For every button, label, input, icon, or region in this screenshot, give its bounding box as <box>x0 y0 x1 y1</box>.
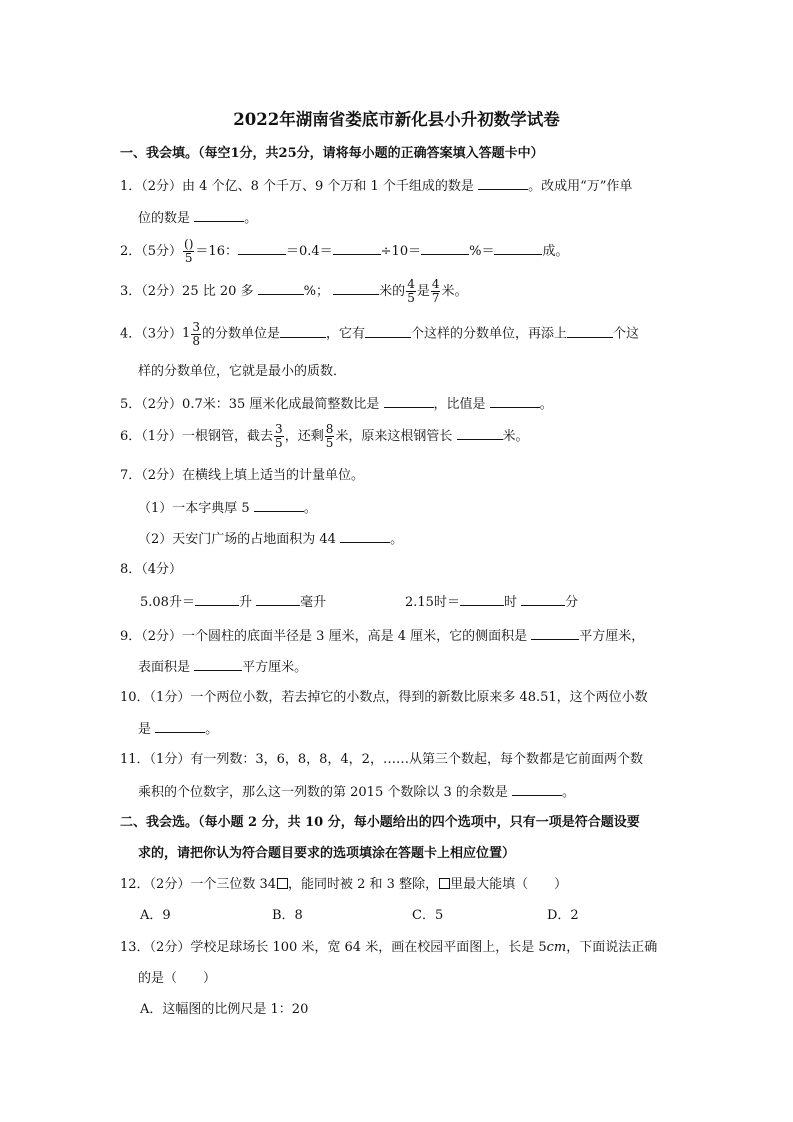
option-b[interactable]: B．8 <box>272 908 303 923</box>
answer-blank[interactable] <box>333 242 381 255</box>
question-11: 11．（1分）有一列数：3，6，8，8，4，2，……从第三个数起，每个数都是它前面两个数 <box>120 752 643 767</box>
answer-blank[interactable] <box>365 325 411 338</box>
mixed-number: 1 $\frac{3}{8}$ <box>182 319 200 348</box>
question-12: 12．（2分）一个三位数 34 ，能同时被 2 和 3 整除， 里最大能填（ ） <box>120 877 568 892</box>
answer-blank[interactable] <box>258 282 304 295</box>
option-a[interactable]: A．这幅图的比例尺是 1：20 <box>140 1002 309 1017</box>
question-9: 9．（2分）一个圆柱的底面半径是 3 厘米，高是 4 厘米，它的侧面积是 平方厘米， <box>120 629 645 644</box>
answer-blank[interactable] <box>494 242 542 255</box>
square-box-icon <box>439 878 450 889</box>
answer-blank[interactable] <box>333 282 379 295</box>
answer-blank[interactable] <box>384 395 434 408</box>
fraction: $\frac{8}{5}$ <box>325 422 334 450</box>
answer-blank[interactable] <box>238 242 286 255</box>
question-1: 1．（2分）由 4 个亿、8 个千万、9 个万和 1 个千组成的数是 。改成用“万”作单 <box>120 179 633 194</box>
question-7-part-1: （1）一本字典厚 5 。 <box>138 501 317 516</box>
question-10: 10．（1分）一个两位小数，若去掉它的小数点，得到的新数比原来多 48.51，这个两位小数 <box>120 690 648 705</box>
answer-blank[interactable] <box>531 627 579 640</box>
answer-blank[interactable] <box>567 325 613 338</box>
option-d[interactable]: D．2 <box>547 908 579 923</box>
answer-blank[interactable] <box>512 783 562 796</box>
fraction: $\frac{()}{5}$ <box>184 237 194 265</box>
square-box-icon <box>277 878 288 889</box>
question-2: 2．（5分） $\frac{()}{5}$ ＝16： ＝0.4＝ ÷10＝ %＝ 成。 <box>120 237 569 265</box>
question-4: 4．（3分） 1 $\frac{3}{8}$ 的分数单位是 ，它有 个这样的分数单位，再添上 个这 <box>120 315 639 354</box>
option-c[interactable]: C．5 <box>412 908 444 923</box>
answer-blank[interactable] <box>340 530 390 543</box>
answer-blank[interactable] <box>421 242 469 255</box>
question-13-cont: 的是（ ） <box>138 971 217 986</box>
answer-blank[interactable] <box>478 177 528 190</box>
question-10-cont: 是 。 <box>138 722 219 737</box>
answer-blank[interactable] <box>457 427 503 440</box>
answer-blank[interactable] <box>195 593 239 606</box>
answer-blank[interactable] <box>254 499 304 512</box>
question-7: 7．（2分）在横线上填上适当的计量单位。 <box>120 468 365 483</box>
section-1-heading: 一、我会填。（每空1分，共25分，请将每小题的正确答案填入答题卡中） <box>120 146 544 161</box>
question-9-cont: 表面积是 平方厘米。 <box>138 660 308 675</box>
fraction: $\frac{4}{7}$ <box>431 277 440 305</box>
answer-blank[interactable] <box>460 593 504 606</box>
question-8: 8．（4分） <box>120 562 183 577</box>
option-a[interactable]: A．9 <box>140 908 171 923</box>
question-6: 6．（1分）一根钢管，截去 $\frac{3}{5}$ ，还剩 $\frac{8}{5}$ 米，原来这根钢管长 米。 <box>120 422 529 450</box>
question-13: 13．（2分）学校足球场长 100 米，宽 64 米，画在校园平面图上，长是 5cm，下面说法正确 <box>120 940 658 955</box>
section-2-heading-line-1: 二、我会选。（每小题 2 分，共 10 分，每小题给出的四个选项中，只有一项是符合题设要 <box>120 815 640 830</box>
answer-blank[interactable] <box>155 720 205 733</box>
question-4-cont: 样的分数单位，它就是最小的质数． <box>138 364 347 379</box>
fraction: $\frac{3}{5}$ <box>275 422 283 450</box>
page-title: 2022年湖南省娄底市新化县小升初数学试卷 <box>233 110 560 129</box>
answer-blank[interactable] <box>194 209 244 222</box>
answer-blank[interactable] <box>256 593 300 606</box>
question-7-part-2: （2）天安门广场的占地面积为 44 。 <box>138 532 404 547</box>
question-5: 5．（2分）0.7米：35 厘米化成最简整数比是 ，比值是 。 <box>120 397 553 412</box>
question-8-part-2: 2.15时＝ 时 分 <box>405 595 579 610</box>
answer-blank[interactable] <box>521 593 565 606</box>
fraction: $\frac{4}{5}$ <box>407 277 415 305</box>
question-8-part-1: 5.08升＝ 升 毫升 <box>140 595 327 610</box>
section-2-heading-line-2: 求的，请把你认为符合题目要求的选项填涂在答题卡上相应位置） <box>138 846 516 861</box>
question-3: 3．（2分）25 比 20 多 %； 米的 $\frac{4}{5}$ 是 $\frac{4}{7}$ 米。 <box>120 277 468 305</box>
answer-blank[interactable] <box>280 325 326 338</box>
answer-blank[interactable] <box>490 395 540 408</box>
answer-blank[interactable] <box>194 658 242 671</box>
question-1-cont: 位的数是 。 <box>138 211 258 226</box>
question-11-cont: 乘积的个位数字，那么这一列数的第 2015 个数除以 3 的余数是 。 <box>138 785 576 800</box>
